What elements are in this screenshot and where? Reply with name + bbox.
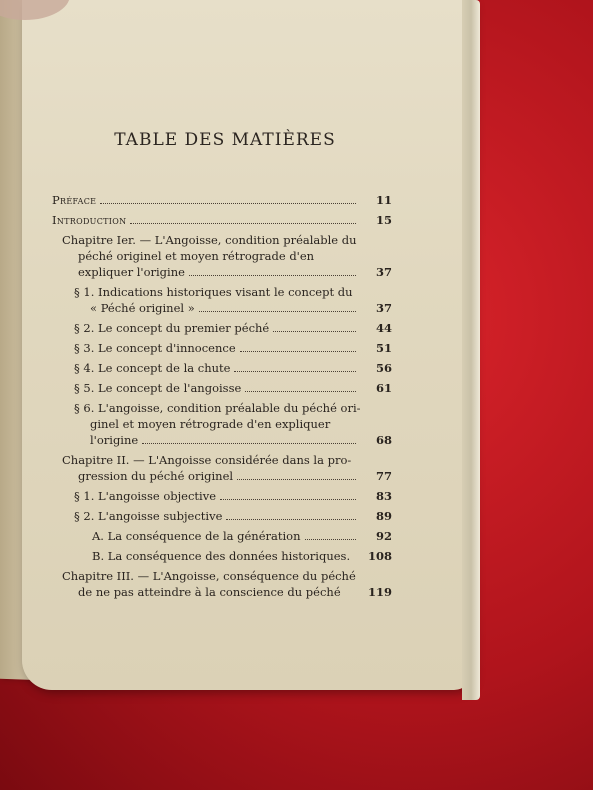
toc-entry bbox=[52, 320, 392, 336]
toc-entry-page: 61 bbox=[375, 381, 392, 395]
toc-entry bbox=[52, 400, 392, 448]
toc-entry-page: 56 bbox=[375, 361, 392, 375]
toc-entry bbox=[52, 192, 392, 208]
toc-entry-label: § 1. L'angoisse objective bbox=[74, 489, 217, 503]
toc-entry-page: 15 bbox=[375, 213, 392, 227]
toc-entry-label: § 1. Indications historiques visant le concept du bbox=[74, 285, 353, 299]
toc-entry-page: 11 bbox=[375, 193, 392, 207]
toc-entry-label: § 2. Le concept du premier péché bbox=[74, 321, 270, 335]
toc-entry-page: 68 bbox=[375, 433, 392, 447]
toc-entry-label-continued: ginel et moyen rétrograde d'en expliquer bbox=[90, 417, 331, 431]
page-stack-edge bbox=[462, 0, 480, 700]
toc-entry-label: A. La conséquence de la génération bbox=[92, 529, 301, 543]
toc-entry-page: 89 bbox=[375, 509, 392, 523]
toc-entry bbox=[52, 488, 392, 504]
toc-entry-page: 77 bbox=[375, 469, 392, 483]
toc-entry bbox=[52, 380, 392, 396]
dot-leader bbox=[189, 275, 356, 276]
toc-entry-label-end: expliquer l'origine bbox=[78, 265, 185, 279]
toc-entry bbox=[52, 360, 392, 376]
toc-entry-label-end: « Péché originel » bbox=[90, 301, 195, 315]
toc-entry bbox=[52, 568, 392, 600]
toc-entry-label: § 2. L'angoisse subjective bbox=[74, 509, 223, 523]
toc-entry-label-end: l'origine bbox=[90, 433, 139, 447]
dot-leader bbox=[234, 371, 356, 372]
dot-leader bbox=[100, 203, 356, 204]
toc-entry-label-end: de ne pas atteindre à la conscience du péché bbox=[78, 585, 341, 599]
dot-leader bbox=[305, 539, 357, 540]
toc-entry bbox=[52, 340, 392, 356]
toc-entry-label: § 3. Le concept d'innocence bbox=[74, 341, 236, 355]
toc-entry bbox=[52, 212, 392, 228]
toc-entry-page: 92 bbox=[375, 529, 392, 543]
page-title: TABLE DES MATIÈRES bbox=[114, 130, 336, 150]
toc-entry-page: 119 bbox=[367, 585, 392, 599]
toc-entry-label: § 5. Le concept de l'angoisse bbox=[74, 381, 242, 395]
dot-leader bbox=[237, 479, 356, 480]
dot-leader bbox=[226, 519, 356, 520]
toc-entry-label: B. La conséquence des données historiques. bbox=[92, 549, 351, 563]
toc-entry-label-end: gression du péché originel bbox=[78, 469, 234, 483]
toc-entry bbox=[52, 232, 392, 280]
dot-leader bbox=[199, 311, 356, 312]
toc-entry-page: 44 bbox=[375, 321, 392, 335]
toc-entry-label: Introduction bbox=[52, 213, 127, 227]
dot-leader bbox=[245, 391, 356, 392]
toc-entry bbox=[52, 508, 392, 524]
table-of-contents bbox=[52, 192, 392, 604]
dot-leader bbox=[240, 351, 356, 352]
dot-leader bbox=[273, 331, 356, 332]
toc-entry-page: 83 bbox=[375, 489, 392, 503]
toc-entry-label-continued: péché originel et moyen rétrograde d'en bbox=[78, 249, 315, 263]
toc-entry-page: 51 bbox=[375, 341, 392, 355]
toc-entry-label: § 6. L'angoisse, condition préalable du péché ori- bbox=[74, 401, 361, 415]
toc-entry bbox=[52, 548, 392, 564]
toc-entry-label: § 4. Le concept de la chute bbox=[74, 361, 231, 375]
toc-entry-page: 37 bbox=[375, 301, 392, 315]
toc-entry bbox=[52, 528, 392, 544]
toc-entry-label: Chapitre Ier. — L'Angoisse, condition préalable du bbox=[62, 233, 357, 247]
toc-entry-label: Chapitre II. — L'Angoisse considérée dans la pro- bbox=[62, 453, 352, 467]
toc-entry bbox=[52, 284, 392, 316]
toc-entry-label: Préface bbox=[52, 193, 97, 207]
toc-entry-page: 37 bbox=[375, 265, 392, 279]
toc-entry-page: 108 bbox=[367, 549, 392, 563]
toc-entry-label: Chapitre III. — L'Angoisse, conséquence du péché bbox=[62, 569, 356, 583]
dot-leader bbox=[142, 443, 356, 444]
dot-leader bbox=[130, 223, 356, 224]
dot-leader bbox=[220, 499, 356, 500]
toc-entry bbox=[52, 452, 392, 484]
